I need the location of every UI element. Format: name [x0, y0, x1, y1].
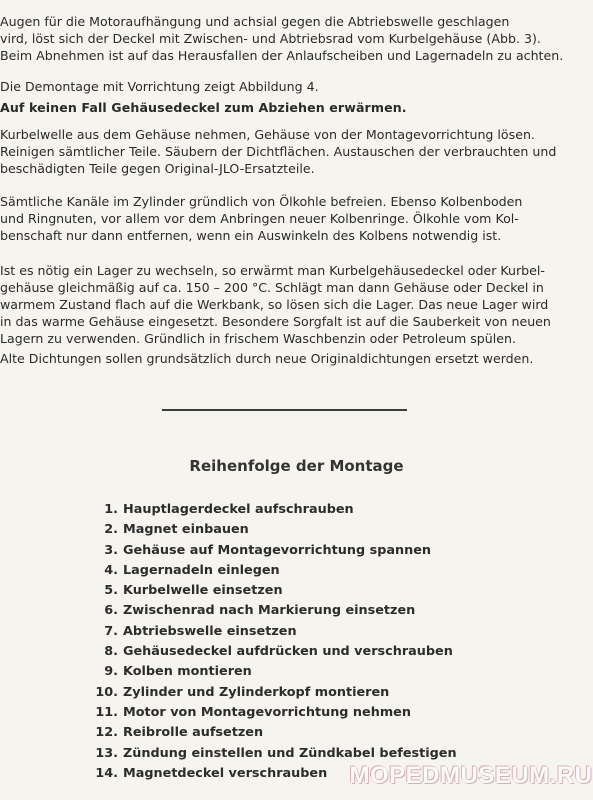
- text-line: Lagern zu verwenden. Gründlich in frischem Waschbenzin oder Petroleum spülen.: [0, 331, 517, 346]
- text-line: Kurbelwelle aus dem Gehäuse nehmen, Gehäuse von der Montagevorrichtung lösen.: [0, 127, 535, 142]
- step-text: Zwischenrad nach Markierung einsetzen: [123, 603, 416, 619]
- section-title: Reihenfolge der Montage: [189, 457, 404, 475]
- list-item: [88, 683, 457, 703]
- step-text: Zylinder und Zylinderkopf montieren: [123, 684, 390, 700]
- list-item: [88, 520, 457, 540]
- list-item: [88, 541, 457, 561]
- section-divider: [162, 409, 407, 411]
- step-text: Hauptlagerdeckel aufschrauben: [123, 502, 354, 517]
- text-line: benschaft nur dann entfernen, wenn ein Auswinkeln des Kolbens notwendig ist.: [0, 228, 502, 243]
- watermark-logo: MOPEDMUSEUM.RU: [349, 762, 593, 789]
- text-line: Augen für die Motoraufhängung und achsial gegen die Abtriebswelle geschlagen: [0, 14, 510, 29]
- step-number: 8.: [104, 644, 118, 660]
- step-number: 13.: [95, 745, 118, 761]
- text-line: Alte Dichtungen sollen grundsätzlich durch neue Originaldichtungen ersetzt werden.: [0, 351, 534, 366]
- step-text: Magnet einbauen: [123, 522, 249, 538]
- text-line: warmem Zustand flach auf die Werkbank, so lösen sich die Lager. Das neue Lager wird: [0, 297, 549, 312]
- list-item: [88, 662, 457, 682]
- step-text: Motor von Montagevorrichtung nehmen: [123, 704, 411, 720]
- list-item: [88, 561, 457, 581]
- list-item: [88, 622, 457, 642]
- paragraph-disassembly-cover: [0, 13, 586, 64]
- step-text: Gehäuse auf Montagevorrichtung spannen: [123, 542, 431, 558]
- text-line: Auf keinen Fall Gehäusedeckel zum Abziehen erwärmen.: [0, 100, 407, 115]
- text-line: gehäuse gleichmäßig auf ca. 150 – 200 °C. Schlägt man dann Gehäuse oder Deckel in: [0, 280, 544, 295]
- step-number: 2.: [104, 522, 118, 538]
- step-number: 7.: [104, 623, 118, 639]
- text-line: Die Demontage mit Vorrichtung zeigt Abbildung 4.: [0, 79, 319, 94]
- paragraph-fixture-reference: [0, 78, 586, 95]
- text-line: in das warme Gehäuse eingesetzt. Besondere Sorgfalt ist auf die Sauberkeit von neuen: [0, 314, 551, 329]
- step-text: Reibrolle aufsetzen: [123, 725, 264, 741]
- step-number: 5.: [104, 583, 118, 599]
- paragraph-bearing-change: [0, 262, 586, 347]
- assembly-steps-list: [88, 500, 457, 784]
- text-line: Sämtliche Kanäle im Zylinder gründlich von Ölkohle befreien. Ebenso Kolbenboden: [0, 194, 523, 209]
- text-line: und Ringnuten, vor allem vor dem Anbringen neuer Kolbenringe. Ölkohle vom Kol-: [0, 211, 519, 226]
- step-text: Lagernadeln einlegen: [123, 562, 280, 578]
- step-text: Kolben montieren: [123, 664, 252, 680]
- step-text: Magnetdeckel verschrauben: [123, 765, 328, 781]
- text-line: vird, löst sich der Deckel mit Zwischen- und Abtriebsrad vom Kurbelgehäuse (Abb. 3).: [0, 31, 541, 46]
- step-text: Zündung einstellen und Zündkabel befestigen: [123, 745, 457, 761]
- list-item: [88, 601, 457, 621]
- paragraph-warning: [0, 99, 586, 116]
- step-number: 3.: [104, 542, 118, 558]
- list-item: [88, 581, 457, 601]
- text-line: Reinigen sämtlicher Teile. Säubern der Dichtflächen. Austauschen der verbrauchten und: [0, 144, 557, 159]
- step-number: 10.: [95, 684, 118, 700]
- text-line: beschädigten Teile gegen Original-JLO-Ersatzteile.: [0, 161, 315, 176]
- list-item: [88, 500, 457, 520]
- step-number: 6.: [104, 603, 118, 619]
- step-number: 12.: [95, 725, 118, 741]
- paragraph-gaskets: [0, 350, 586, 367]
- step-number: 11.: [95, 704, 118, 720]
- step-text: Abtriebswelle einsetzen: [123, 623, 297, 639]
- text-line: Beim Abnehmen ist auf das Herausfallen der Anlaufscheiben und Lagernadeln zu achten.: [0, 48, 564, 63]
- list-item: [88, 642, 457, 662]
- list-item: [88, 723, 457, 743]
- step-number: 1.: [104, 502, 118, 517]
- step-number: 9.: [104, 664, 118, 680]
- paragraph-cleaning: [0, 126, 586, 177]
- step-number: 14.: [95, 765, 118, 781]
- paragraph-carbon-removal: [0, 193, 586, 244]
- text-line: Ist es nötig ein Lager zu wechseln, so erwärmt man Kurbelgehäusedeckel oder Kurbel-: [0, 263, 545, 278]
- step-text: Kurbelwelle einsetzen: [123, 583, 283, 599]
- step-number: 4.: [104, 562, 118, 578]
- list-item: [88, 703, 457, 723]
- step-text: Gehäusedeckel aufdrücken und verschrauben: [123, 644, 453, 660]
